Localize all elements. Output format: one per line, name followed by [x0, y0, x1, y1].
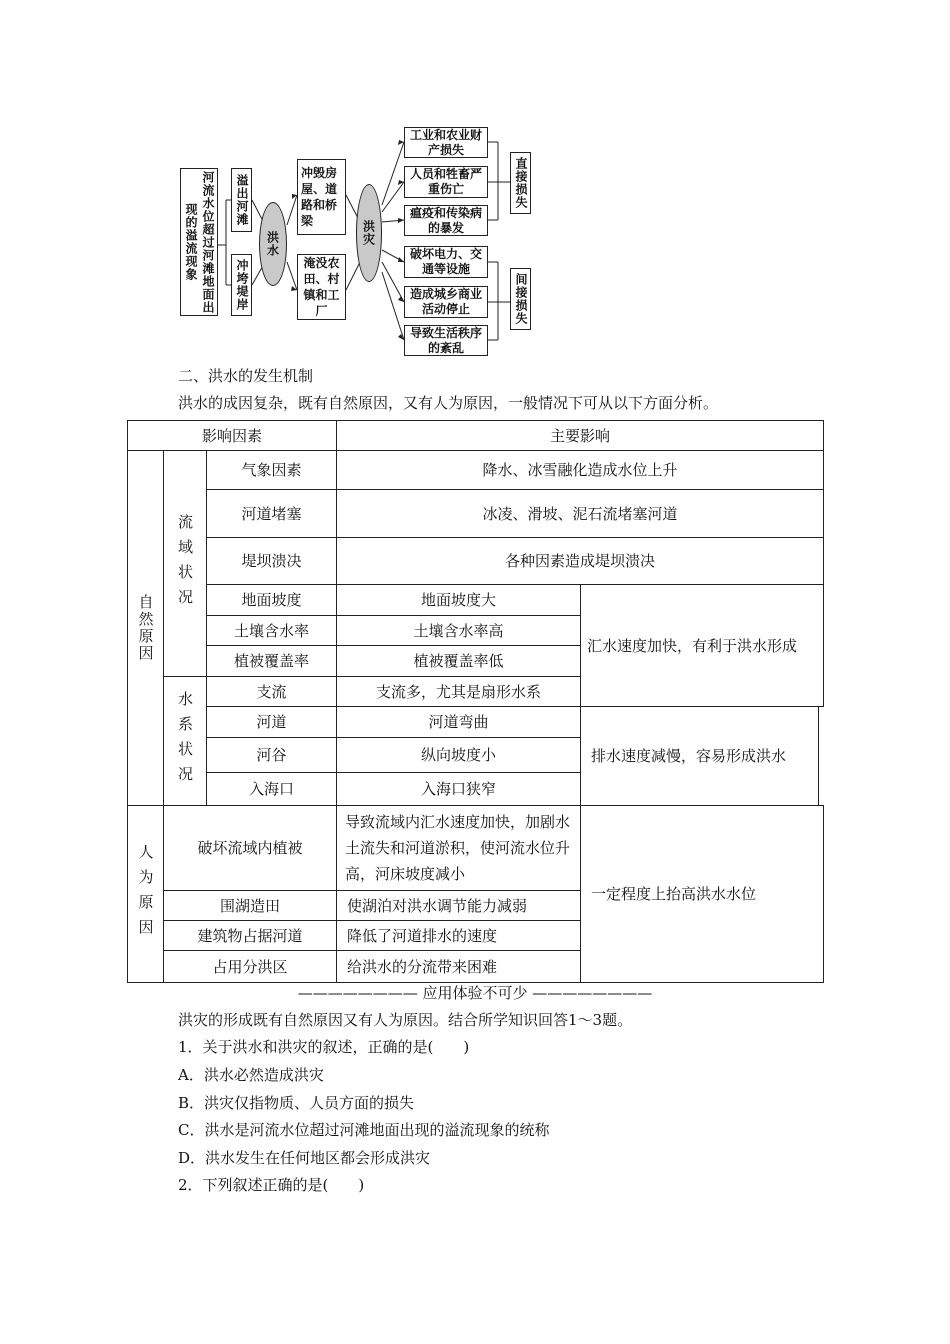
header-factor: 影响因素	[127, 420, 337, 451]
row-factor-10: 入海口	[206, 772, 337, 806]
intro-text: 洪水的成因复杂，既有自然原因，又有人为原因，一般情况下可从以下方面分析。	[178, 394, 719, 412]
q1-option-b[interactable]: B．洪灾仅指物质、人员方面的损失	[178, 1094, 415, 1112]
direct-loss-box: 直接损失	[510, 152, 531, 214]
row-effect-3: 各种因素造成堤坝溃决	[336, 537, 824, 585]
effect-box-1: 工业和农业财产损失	[404, 127, 488, 158]
row-factor-1: 气象因素	[206, 450, 337, 490]
row-factor-5: 土壤含水率	[206, 615, 337, 646]
q1-option-c[interactable]: C．洪水是河流水位超过河滩地面出现的溢流现象的统称	[178, 1121, 550, 1139]
row-effect-1: 降水、冰雪融化造成水位上升	[336, 450, 824, 490]
destroy-box: 冲毁房屋、道路和桥梁	[297, 159, 346, 235]
water-system-label-text: 水系状况	[176, 691, 194, 791]
question-2: 2．下列叙述正确的是( )	[178, 1176, 365, 1194]
human-factor-2: 围湖造田	[163, 890, 337, 921]
row-effect-9: 纵向坡度小	[336, 737, 581, 773]
human-effect-2: 使湖泊对洪水调节能力减弱	[336, 890, 581, 921]
row-effect-8: 河道弯曲	[336, 706, 581, 738]
human-factor-3: 建筑物占据河道	[163, 920, 337, 951]
row-factor-8: 河道	[206, 706, 337, 738]
flood-ellipse: 洪水	[259, 202, 287, 286]
source-box: 河流水位超过河滩地面出现的溢流现象	[180, 168, 218, 316]
human-effect-1: 导致流域内汇水速度加快，加剧水土流失和河道淤积，使河流水位升高，河床坡度减小	[336, 805, 581, 891]
effect-box-5: 造成城乡商业活动停止	[404, 286, 488, 318]
q1-option-a[interactable]: A．洪水必然造成洪灾	[178, 1066, 324, 1084]
row-effect-7: 支流多，尤其是扇形水系	[336, 676, 581, 707]
basin-label-text: 流域状况	[176, 513, 194, 614]
question-intro: 洪灾的形成既有自然原因又有人为原因。结合所学知识回答1～3题。	[178, 1011, 633, 1029]
row-effect-6: 植被覆盖率低	[336, 645, 581, 677]
row-effect-2: 冰凌、滑坡、泥石流堵塞河道	[336, 489, 824, 538]
row-effect-10: 入海口狭窄	[336, 772, 581, 806]
submerge-box: 淹没农田、村镇和工厂	[297, 254, 346, 320]
effect-box-3: 瘟疫和传染病的暴发	[404, 205, 488, 236]
row-factor-7: 支流	[206, 676, 337, 707]
row-factor-4: 地面坡度	[206, 584, 337, 616]
basin-label	[163, 450, 207, 677]
q1-option-d[interactable]: D．洪水发生在任何地区都会形成洪灾	[178, 1149, 431, 1167]
human-factor-4: 占用分洪区	[163, 950, 337, 983]
breach-box: 冲垮堤岸	[231, 254, 252, 316]
row-factor-2: 河道堵塞	[206, 489, 337, 538]
merged-effect-1: 汇水速度加快，有利于洪水形成	[580, 584, 824, 707]
natural-label	[127, 450, 164, 806]
row-factor-3: 堤坝溃决	[206, 537, 337, 585]
human-label	[127, 805, 164, 983]
merged-effect-2: 排水速度减慢，容易形成洪水	[580, 706, 819, 806]
merged-effect-3: 一定程度上抬高洪水水位	[580, 805, 824, 983]
human-label-text: 人为原因	[136, 844, 155, 944]
disaster-ellipse: 洪灾	[356, 184, 382, 282]
row-factor-9: 河谷	[206, 737, 337, 773]
natural-label-text: 自然原因	[136, 594, 155, 662]
human-factor-1: 破坏流域内植被	[163, 805, 337, 891]
water-system-label	[163, 676, 207, 806]
effect-box-6: 导致生活秩序的紊乱	[404, 325, 488, 356]
human-effect-3: 降低了河道排水的速度	[336, 920, 581, 951]
header-effect: 主要影响	[336, 420, 824, 451]
human-effect-4: 给洪水的分流带来困难	[336, 950, 581, 983]
row-factor-6: 植被覆盖率	[206, 645, 337, 677]
section-title: 二、洪水的发生机制	[178, 367, 314, 385]
effect-box-2: 人员和牲畜严重伤亡	[404, 166, 488, 198]
row-effect-4: 地面坡度大	[336, 584, 581, 616]
question-1: 1．关于洪水和洪灾的叙述，正确的是( )	[178, 1038, 470, 1056]
indirect-loss-box: 间接损失	[510, 268, 531, 330]
overflow-box: 溢出河滩	[231, 168, 252, 232]
divider: ———————— 应用体验不可少 ————————	[297, 984, 653, 1002]
row-effect-5: 土壤含水率高	[336, 615, 581, 646]
effect-box-4: 破坏电力、交通等设施	[404, 246, 488, 278]
